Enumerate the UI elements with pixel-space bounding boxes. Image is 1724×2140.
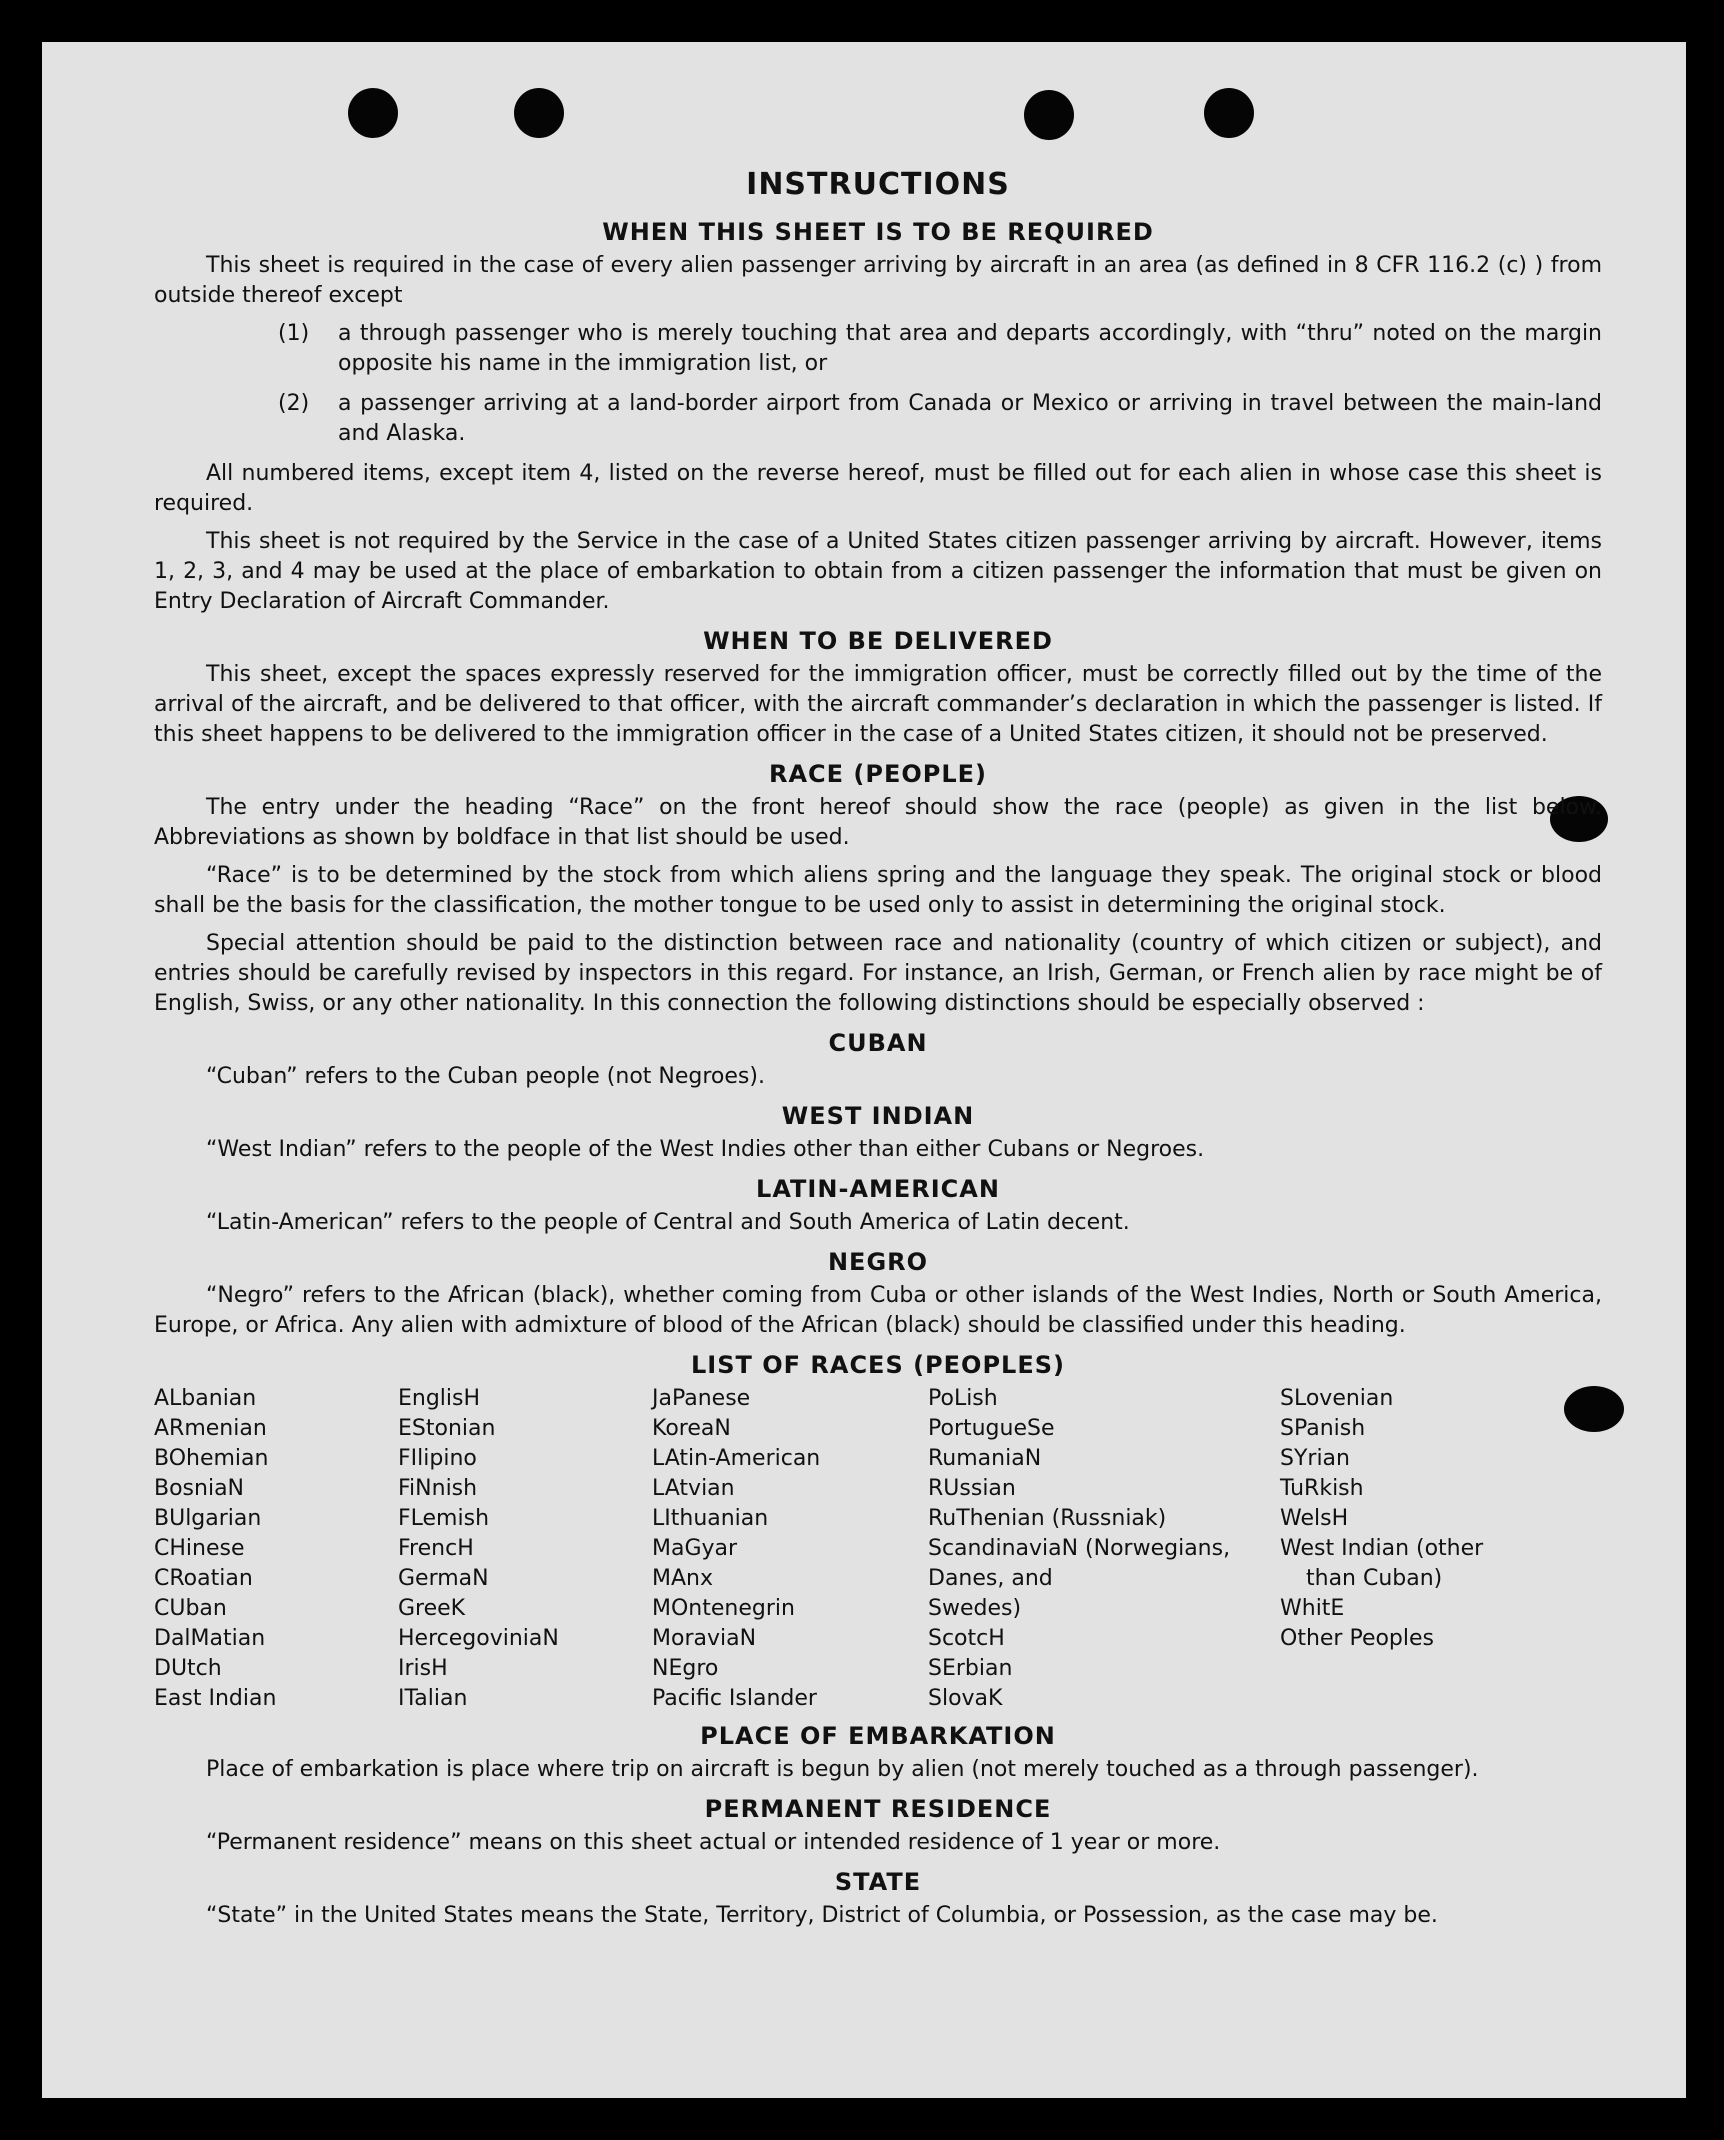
races-column <box>1280 1384 1570 1714</box>
race-entry: BUlgarian <box>154 1506 262 1531</box>
race-entry: RUssian <box>928 1476 1016 1501</box>
paragraph: “Cuban” refers to the Cuban people (not Negroes). <box>206 1064 765 1089</box>
race-entry: SLovenian <box>1280 1386 1394 1411</box>
races-column <box>652 1384 928 1714</box>
race-entry: BosniaN <box>154 1476 245 1501</box>
race-entry: East Indian <box>154 1686 277 1711</box>
race-entry: SErbian <box>928 1656 1013 1681</box>
paragraph: The entry under the heading “Race” on the front hereof should show the race (people) as given in the list below. Abbreviations as shown by boldface in that list should be used. <box>154 795 1602 850</box>
punch-hole <box>1024 90 1074 140</box>
race-entry: FiNnish <box>398 1476 478 1501</box>
race-entry: TuRkish <box>1280 1476 1364 1501</box>
section-heading-embarkation: PLACE OF EMBARKATION <box>700 1722 1056 1750</box>
paragraph: This sheet, except the spaces expressly reserved for the immigration officer, must be correctly filled out by the time of the arrival of the aircraft, and be delivered to that officer, with the aircraft commander’s declaration in which the passenger is listed. If this sheet happens to be delivered to the immigration officer in the case of a United States citizen, it should not be preserved. <box>154 662 1602 747</box>
race-entry: Swedes) <box>928 1596 1022 1621</box>
race-entry: Other Peoples <box>1280 1626 1435 1651</box>
race-entry: LIthuanian <box>652 1506 769 1531</box>
paragraph: Place of embarkation is place where trip on aircraft is begun by alien (not merely touched as a through passenger). <box>206 1757 1479 1782</box>
race-entry: RuThenian (Russniak) <box>928 1506 1167 1531</box>
race-entry: GermaN <box>398 1566 489 1591</box>
list-item: (1) a through passenger who is merely touching that area and departs accordingly, with “thru” noted on the margin opposite his name in the immigration list, or <box>278 321 1602 376</box>
races-column <box>398 1384 652 1714</box>
race-entry: PortugueSe <box>928 1416 1055 1441</box>
race-entry: GreeK <box>398 1596 466 1621</box>
section-heading-list-of-races: LIST OF RACES (PEOPLES) <box>691 1351 1065 1379</box>
punch-hole <box>348 88 398 138</box>
race-entry: DUtch <box>154 1656 222 1681</box>
race-entry: EnglisH <box>398 1386 481 1411</box>
race-entry: EStonian <box>398 1416 496 1441</box>
document-body <box>154 167 1602 1939</box>
paragraph: All numbered items, except item 4, listed on the reverse hereof, must be filled out for each alien in whose case this sheet is required. <box>154 461 1602 516</box>
section-heading-negro: NEGRO <box>827 1248 929 1276</box>
races-column <box>928 1384 1280 1714</box>
paragraph: “Race” is to be determined by the stock from which aliens spring and the language they speak. The original stock or blood shall be the basis for the classification, the mother tongue to be used only to assist in determining the original stock. <box>154 863 1602 918</box>
race-entry: CUban <box>154 1596 227 1621</box>
section-heading-residence: PERMANENT RESIDENCE <box>704 1795 1052 1823</box>
page-title: INSTRUCTIONS <box>746 167 1010 202</box>
punch-hole <box>1204 88 1254 138</box>
race-entry: ALbanian <box>154 1386 257 1411</box>
race-entry: ScandinaviaN (Norwegians, <box>928 1536 1231 1561</box>
race-entry: KoreaN <box>652 1416 731 1441</box>
race-entry: NEgro <box>652 1656 719 1681</box>
list-item: (2) a passenger arriving at a land-border airport from Canada or Mexico or arriving in travel between the main-land and Alaska. <box>278 391 1602 446</box>
race-entry: West Indian (other <box>1280 1536 1484 1561</box>
section-heading-west-indian: WEST INDIAN <box>781 1102 975 1130</box>
document-sheet <box>42 42 1686 2098</box>
section-heading-cuban: CUBAN <box>828 1029 928 1057</box>
paragraph: “State” in the United States means the State, Territory, District of Columbia, or Possession, as the case may be. <box>206 1903 1438 1928</box>
race-entry: FIlipino <box>398 1446 477 1471</box>
race-entry: Pacific Islander <box>652 1686 817 1711</box>
section-heading-state: STATE <box>834 1868 922 1896</box>
race-entry: SlovaK <box>928 1686 1003 1711</box>
race-entry: ARmenian <box>154 1416 267 1441</box>
paragraph: Special attention should be paid to the distinction between race and nationality (country of which citizen or subject), and entries should be carefully revised by inspectors in this regard. For instance, an Irish, German, or French alien by race might be of English, Swiss, or any other nationality. In this connection the following distinctions should be especially observed : <box>154 931 1602 1016</box>
race-entry: IrisH <box>398 1656 448 1681</box>
race-entry: than Cuban) <box>1306 1566 1443 1591</box>
race-entry: SPanish <box>1280 1416 1366 1441</box>
paragraph: This sheet is required in the case of every alien passenger arriving by aircraft in an area (as defined in 8 CFR 116.2 (c) ) from outside thereof except <box>154 253 1602 308</box>
race-entry: WhitE <box>1280 1596 1345 1621</box>
section-heading-latin-american: LATIN-AMERICAN <box>756 1175 1000 1203</box>
paragraph: “Latin-American” refers to the people of Central and South America of Latin decent. <box>206 1210 1130 1235</box>
race-entry: JaPanese <box>652 1386 751 1411</box>
race-entry: MOntenegrin <box>652 1596 795 1621</box>
race-entry: Danes, and <box>928 1566 1053 1591</box>
race-entry: ScotcH <box>928 1626 1005 1651</box>
paragraph: “Permanent residence” means on this sheet actual or intended residence of 1 year or more. <box>206 1830 1221 1855</box>
section-heading-race: RACE (PEOPLE) <box>768 760 988 788</box>
section-heading-when-required: WHEN THIS SHEET IS TO BE REQUIRED <box>602 218 1154 246</box>
races-column <box>154 1384 398 1714</box>
race-entry: CHinese <box>154 1536 245 1561</box>
race-entry: LAtin-American <box>652 1446 821 1471</box>
race-entry: WelsH <box>1280 1506 1349 1531</box>
race-entry: MAnx <box>652 1566 713 1591</box>
race-entry: HercegoviniaN <box>398 1626 559 1651</box>
race-entry: ITalian <box>398 1686 468 1711</box>
race-entry: MoraviaN <box>652 1626 757 1651</box>
race-entry: FrencH <box>398 1536 474 1561</box>
race-entry: LAtvian <box>652 1476 735 1501</box>
race-entry: CRoatian <box>154 1566 253 1591</box>
section-heading-when-delivered: WHEN TO BE DELIVERED <box>703 627 1053 655</box>
race-entry: FLemish <box>398 1506 490 1531</box>
race-entry: PoLish <box>928 1386 998 1411</box>
race-entry: BOhemian <box>154 1446 269 1471</box>
race-entry: MaGyar <box>652 1536 738 1561</box>
paragraph: “West Indian” refers to the people of the West Indies other than either Cubans or Negroes. <box>206 1137 1205 1162</box>
punch-hole <box>514 88 564 138</box>
races-list <box>154 1384 1602 1714</box>
race-entry: SYrian <box>1280 1446 1350 1471</box>
paragraph: “Negro” refers to the African (black), whether coming from Cuba or other islands of the West Indies, North or South America, Europe, or Africa. Any alien with admixture of blood of the African (black) should be classified under this heading. <box>154 1283 1602 1338</box>
race-entry: RumaniaN <box>928 1446 1042 1471</box>
race-entry: DalMatian <box>154 1626 266 1651</box>
paragraph: This sheet is not required by the Service in the case of a United States citizen passenger arriving by aircraft. However, items 1, 2, 3, and 4 may be used at the place of embarkation to obtain from a citizen passenger the information that must be given on Entry Declaration of Aircraft Commander. <box>154 529 1602 614</box>
